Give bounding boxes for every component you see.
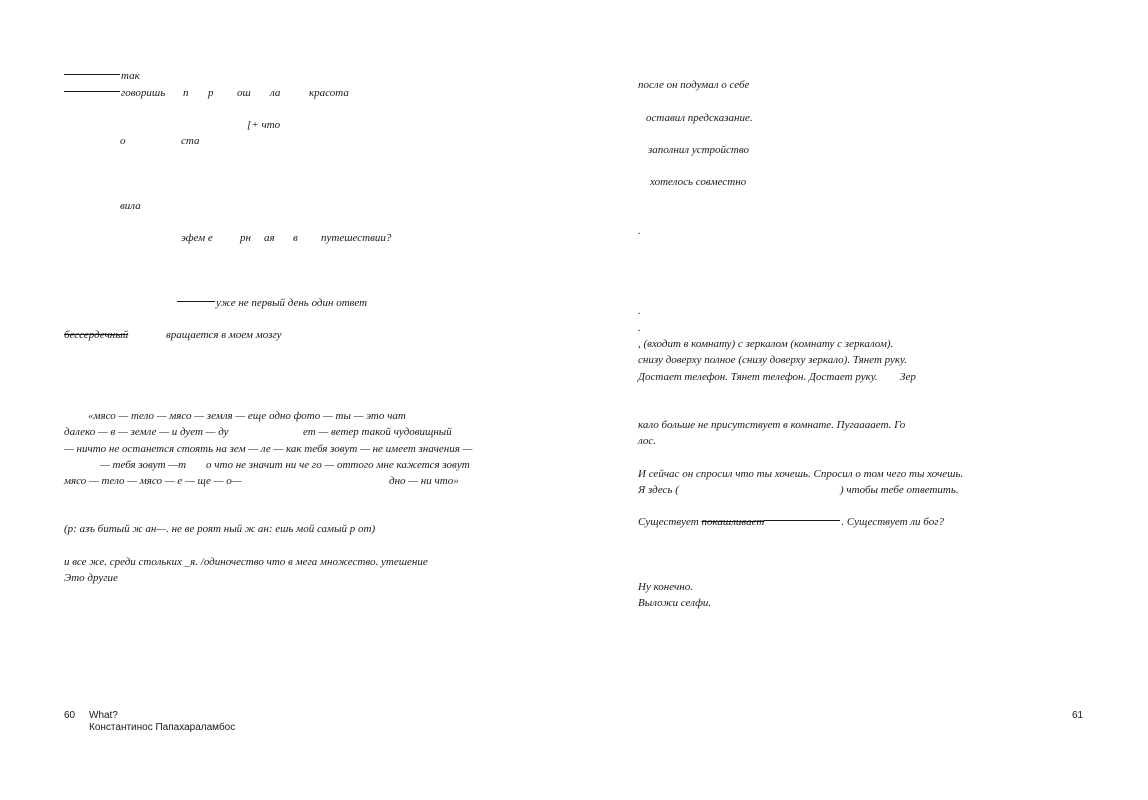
text-fragment: вращается в моем мозгу xyxy=(166,329,282,341)
text-fragment: говоришь xyxy=(64,85,165,101)
poem-line: «мясо — тело — мясо — земля — еще одно фото — ты — это чат xyxy=(88,410,406,422)
text-line: ) чтобы тебе ответить. xyxy=(840,484,959,496)
text-line: , (входит в комнату) с зеркалом (комнату с зеркалом). xyxy=(638,338,894,350)
text-line: после он подумал о себе xyxy=(638,79,750,91)
text-fragment: уже не первый день один ответ xyxy=(177,295,367,311)
text-fragment: ая xyxy=(264,232,275,244)
text-fragment: о xyxy=(120,135,126,147)
text-line: и все же. среди стольких _я. /одиночество что в мега множество. утешение xyxy=(64,556,428,568)
text-fragment: путешествии? xyxy=(321,232,392,244)
text-fragment: ош xyxy=(237,87,251,99)
poem-line: о что не значит ни че го — оттого мне кажется зовут xyxy=(206,459,470,471)
page-number: 61 xyxy=(1072,710,1084,721)
text-line: Существует покашливает . Существует ли бог? xyxy=(638,516,944,528)
text-fragment: р xyxy=(208,87,214,99)
right-page xyxy=(574,0,1148,800)
dash-rule xyxy=(177,301,215,302)
text-fragment: Зер xyxy=(900,371,916,383)
text-fragment: ла xyxy=(270,87,281,99)
text-fragment: эфем е xyxy=(181,232,213,244)
text-line: Я здесь ( xyxy=(638,484,679,496)
dot: . xyxy=(638,305,641,317)
page-number: 60 xyxy=(64,710,76,721)
text-line: заполнил устройство xyxy=(648,144,749,156)
text-fragment: ста xyxy=(181,135,200,147)
text-line: хотелось совместно xyxy=(650,176,747,188)
text-line: И сейчас он спросил что ты хочешь. Спросил о том чего ты хочешь. xyxy=(638,468,964,480)
text-line: Достает телефон. Тянет телефон. Достает руку. xyxy=(638,371,878,383)
poem-line: — тебя зовут —т xyxy=(100,459,187,471)
book-title: What? xyxy=(89,710,118,721)
text-fragment: так xyxy=(64,68,140,84)
author-name: Константинос Папахараламбос xyxy=(89,722,236,733)
struck-word: бессердечный xyxy=(64,329,129,341)
text-fragment: вила xyxy=(120,200,141,212)
text-fragment: красота xyxy=(309,87,349,99)
text-fragment: в xyxy=(293,232,298,244)
text-fragment: [+ что xyxy=(247,119,281,131)
text-line: кало больше не присутствует в комнате. Пугааааеm. Го xyxy=(638,419,906,431)
text-line: лос. xyxy=(638,435,657,447)
dot: . xyxy=(638,322,641,334)
poem-line: мясо — тело — мясо — е — ще — о— xyxy=(64,475,242,487)
struck-word: покашливает xyxy=(701,516,765,528)
text-fragment: п xyxy=(183,87,189,99)
text-fragment: рн xyxy=(240,232,251,244)
text-line: Выложи селфи. xyxy=(638,597,712,609)
dash-rule xyxy=(64,91,120,92)
dash-rule xyxy=(764,520,840,521)
poem-line: ет — ветер такой чудовищный xyxy=(303,426,452,438)
text-line: снизу доверху полное (снизу доверху зеркало). Тянет руку. xyxy=(638,354,908,366)
dash-rule xyxy=(64,74,120,75)
paren-line: (р: азъ битый ж ан—. не ве роят ный ж ан: ешь мой самый р от) xyxy=(64,523,376,535)
text-line: Это другие xyxy=(64,572,118,584)
poem-line: дно — ни что» xyxy=(389,475,459,487)
dot: . xyxy=(638,225,641,237)
poem-line: далеко — в — земле — и дует — ду xyxy=(64,426,229,438)
text-line: оставил предсказание. xyxy=(646,112,753,124)
poem-line: — ничто не останется стоять на зем — ле — как тебя зовут — не имеет значения — xyxy=(64,443,473,455)
text-line: Ну конечно. xyxy=(638,581,693,593)
